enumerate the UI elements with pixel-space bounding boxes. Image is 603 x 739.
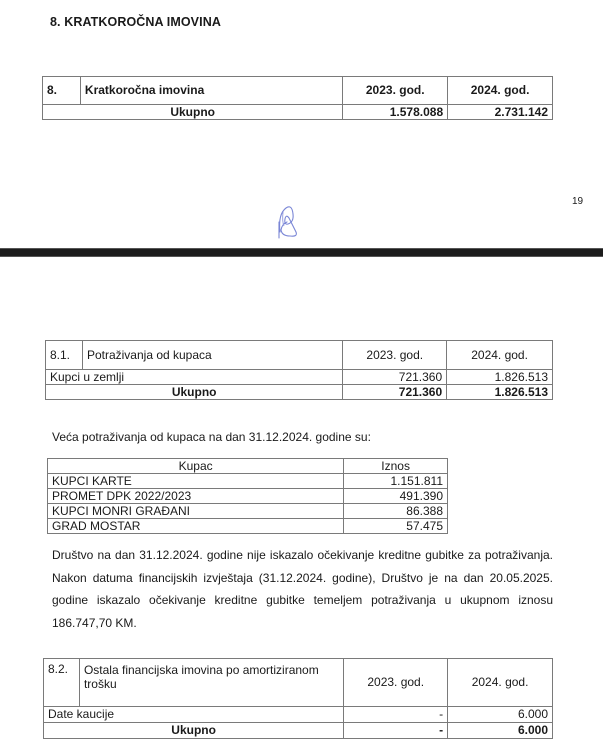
total-row xyxy=(46,385,553,400)
total-label: Ukupno xyxy=(46,385,343,400)
table-major-customers xyxy=(47,458,448,534)
customer-name: PROMET DPK 2022/2023 xyxy=(48,489,344,504)
total-row xyxy=(43,105,553,120)
table-row xyxy=(44,707,553,723)
column-header-customer: Kupac xyxy=(48,459,344,474)
section-number: 8.1. xyxy=(46,341,83,370)
row-label: Date kaucije xyxy=(44,707,344,723)
total-row xyxy=(44,723,553,739)
column-header-2024: 2024. god. xyxy=(447,341,553,370)
paragraph-line: godine iskazalo očekivanje kreditne gubitke temeljem potraživanja u ukupnom iznosu xyxy=(52,593,553,607)
section-number: 8. xyxy=(43,77,81,105)
total-2023: 1.578.088 xyxy=(343,105,448,120)
section-number: 8.2. xyxy=(44,659,80,707)
paragraph-line: 186.747,70 KM. xyxy=(52,615,137,630)
row-value-2024: 1.826.513 xyxy=(447,370,553,385)
row-value-2023: - xyxy=(344,707,448,723)
table-trade-receivables xyxy=(45,340,553,400)
column-header-2024: 2024. god. xyxy=(448,659,553,707)
page-number: 19 xyxy=(572,196,584,207)
page-separator xyxy=(0,248,603,257)
section-heading: 8. KRATKOROČNA IMOVINA xyxy=(50,15,221,29)
table-header-row xyxy=(43,77,553,105)
customer-name: KUPCI KARTE xyxy=(48,474,344,489)
customer-amount: 57.475 xyxy=(344,519,448,534)
table-row xyxy=(46,370,553,385)
column-header-2024: 2024. god. xyxy=(448,77,553,105)
customer-amount: 1.151.811 xyxy=(344,474,448,489)
customer-name: GRAD MOSTAR xyxy=(48,519,344,534)
row-value-2023: 721.360 xyxy=(343,370,447,385)
customer-amount: 491.390 xyxy=(344,489,448,504)
table-header-row xyxy=(48,459,448,474)
table-other-financial-assets xyxy=(43,658,553,739)
row-label: Kupci u zemlji xyxy=(46,370,343,385)
table-short-term-assets xyxy=(42,76,553,120)
paragraph-line: Nakon datuma financijskih izvještaja (31.12.2024. godine), Društvo je na dan 20.05.2025. xyxy=(52,570,553,585)
table-row xyxy=(48,474,448,489)
customer-amount: 86.388 xyxy=(344,504,448,519)
signature-icon xyxy=(274,202,300,240)
section-title: Kratkoročna imovina xyxy=(80,77,342,105)
section-title: Ostala financijska imovina po amortiziranom trošku xyxy=(79,659,343,707)
column-header-2023: 2023. god. xyxy=(344,659,448,707)
total-label: Ukupno xyxy=(44,723,344,739)
total-2023: - xyxy=(344,723,448,739)
total-2023: 721.360 xyxy=(343,385,447,400)
intro-text: Veća potraživanja od kupaca na dan 31.12.2024. godine su: xyxy=(52,430,371,444)
row-value-2024: 6.000 xyxy=(448,707,553,723)
total-2024: 2.731.142 xyxy=(448,105,553,120)
customer-name: KUPCI MONRI GRAĐANI xyxy=(48,504,344,519)
column-header-2023: 2023. god. xyxy=(343,341,447,370)
column-header-2023: 2023. god. xyxy=(343,77,448,105)
table-header-row xyxy=(44,659,553,707)
table-row xyxy=(48,489,448,504)
paragraph-line: Društvo na dan 31.12.2024. godine nije iskazalo očekivanje kreditne gubitke za potraživanja. xyxy=(52,548,553,562)
credit-loss-paragraph xyxy=(52,544,553,634)
section-title: Potraživanja od kupaca xyxy=(82,341,342,370)
total-label: Ukupno xyxy=(43,105,343,120)
table-row xyxy=(48,519,448,534)
total-2024: 1.826.513 xyxy=(447,385,553,400)
total-2024: 6.000 xyxy=(448,723,553,739)
table-row xyxy=(48,504,448,519)
table-header-row xyxy=(46,341,553,370)
column-header-amount: Iznos xyxy=(344,459,448,474)
